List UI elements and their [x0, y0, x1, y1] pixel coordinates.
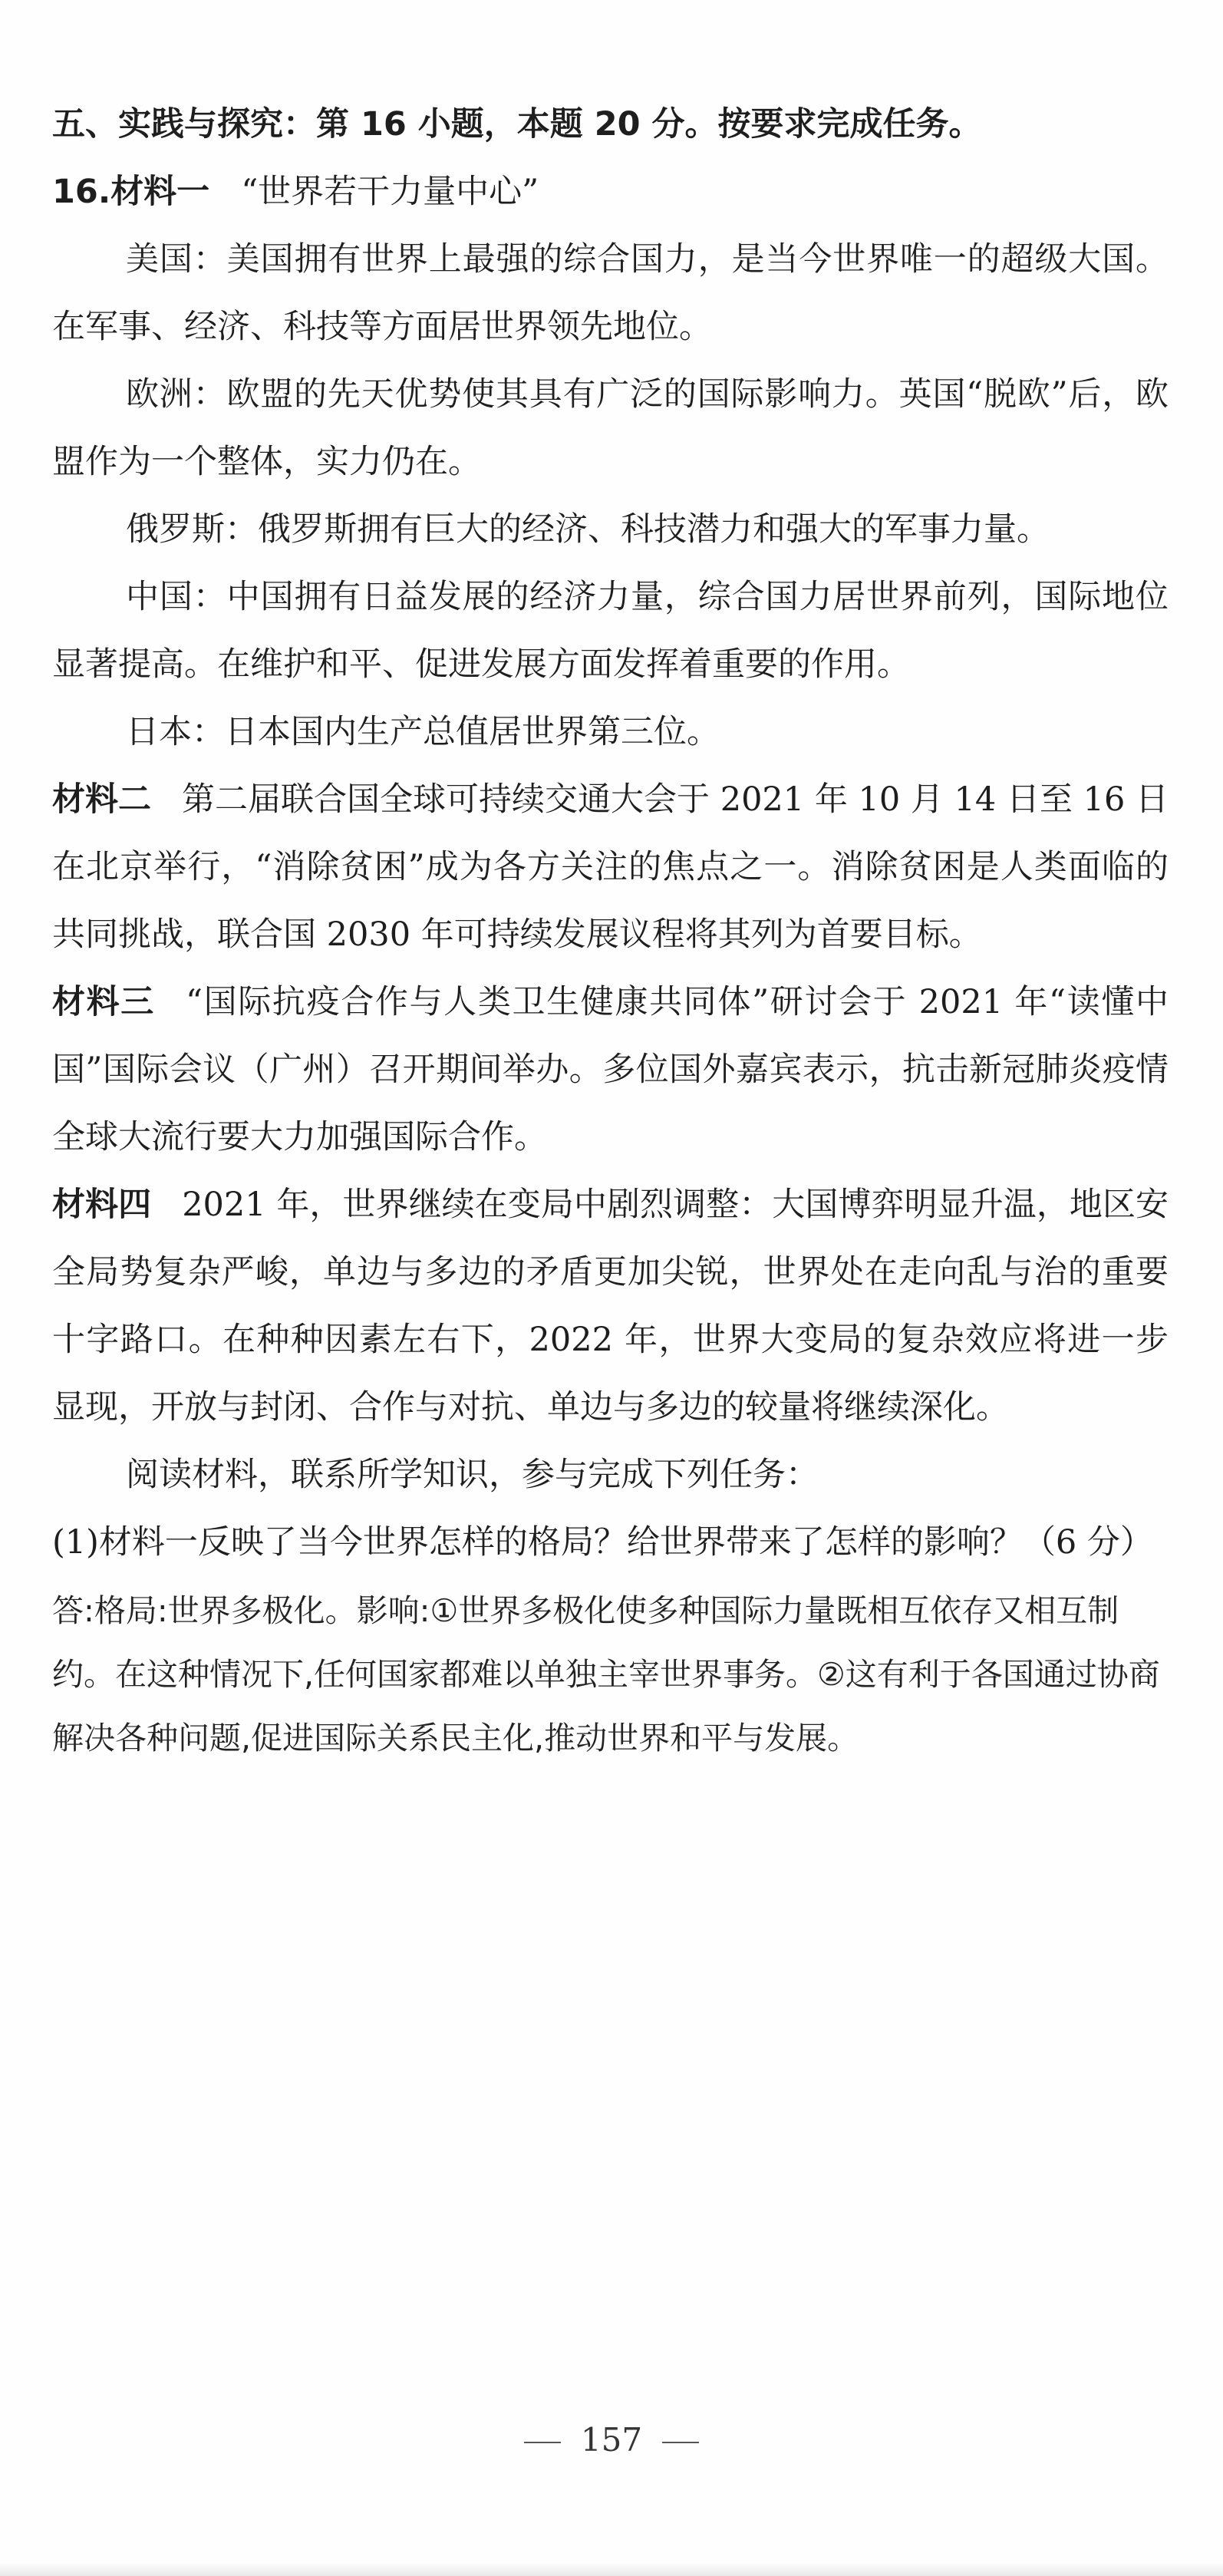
material-4 — [52, 1171, 1169, 1441]
question-number: 16. — [52, 173, 111, 211]
page-bottom-edge — [0, 2562, 1223, 2576]
material-2-text: 第二届联合国全球可持续交通大会于 2021 年 10 月 14 日至 16 日在北京举行，“消除贫困”成为各方关注的焦点之一。消除贫困是人类面临的共同挑战，联合国 2030 年可持续发展议程将其列为首要目标。 — [52, 780, 1169, 954]
material-1-paragraph-japan: 日本：日本国内生产总值居世界第三位。 — [126, 713, 720, 751]
answer-text: 答:格局:世界多极化。影响:①世界多极化使多种国际力量既相互依存又相互制约。在这种情况下,任何国家都难以单独主宰世界事务。②这有利于各国通过协商解决各种问题,促进国际关系民主化,推动世界和平与发展。 — [52, 1592, 1160, 1756]
task-prompt: 阅读材料，联系所学知识，参与完成下列任务： — [126, 1456, 819, 1494]
material-4-text: 2021 年，世界继续在变局中剧烈调整：大国博弈明显升温，地区安全局势复杂严峻，单边与多边的矛盾更加尖锐，世界处在走向乱与治的重要十字路口。在种种因素左右下，2022 年，世界大变局的复杂效应将进一步显现，开放与封闭、合作与对抗、单边与多边的较量将继续深化。 — [52, 1186, 1169, 1427]
material-1-paragraph-europe: 欧洲：欧盟的先天优势使其具有广泛的国际影响力。英国“脱欧”后，欧盟作为一个整体，实力仍在。 — [52, 375, 1169, 481]
section-heading: 五、实践与探究：第 16 小题，本题 20 分。按要求完成任务。 — [52, 105, 982, 143]
question-16-header — [52, 158, 1169, 226]
sub-question-1: (1)材料一反映了当今世界怎样的格局？给世界带来了怎样的影响？（6 分） — [52, 1523, 1153, 1562]
material-1-paragraph-usa: 美国：美国拥有世界上最强的综合国力，是当今世界唯一的超级大国。在军事、经济、科技等方面居世界领先地位。 — [52, 240, 1169, 346]
page-number — [0, 2421, 1223, 2459]
material-1-paragraph-china: 中国：中国拥有日益发展的经济力量，综合国力居世界前列，国际地位显著提高。在维护和平、促进发展方面发挥着重要的作用。 — [52, 578, 1169, 684]
right-dash — [662, 2442, 699, 2443]
material-2-label: 材料二 — [52, 780, 152, 819]
material-1-label: 材料一 — [110, 173, 210, 211]
material-2 — [52, 766, 1169, 968]
material-4-label: 材料四 — [52, 1186, 152, 1224]
material-3 — [52, 968, 1169, 1171]
page-content — [52, 91, 1169, 1770]
material-1-title: “世界若干力量中心” — [241, 173, 539, 211]
left-dash — [524, 2442, 561, 2443]
material-3-label: 材料三 — [52, 983, 155, 1021]
page-number-value: 157 — [580, 2421, 643, 2459]
material-1-paragraph-russia: 俄罗斯：俄罗斯拥有巨大的经济、科技潜力和强大的军事力量。 — [126, 510, 1050, 549]
material-3-text: “国际抗疫合作与人类卫生健康共同体”研讨会于 2021 年“读懂中国”国际会议（广州）召开期间举办。多位国外嘉宾表示，抗击新冠肺炎疫情全球大流行要大力加强国际合作。 — [52, 983, 1169, 1156]
